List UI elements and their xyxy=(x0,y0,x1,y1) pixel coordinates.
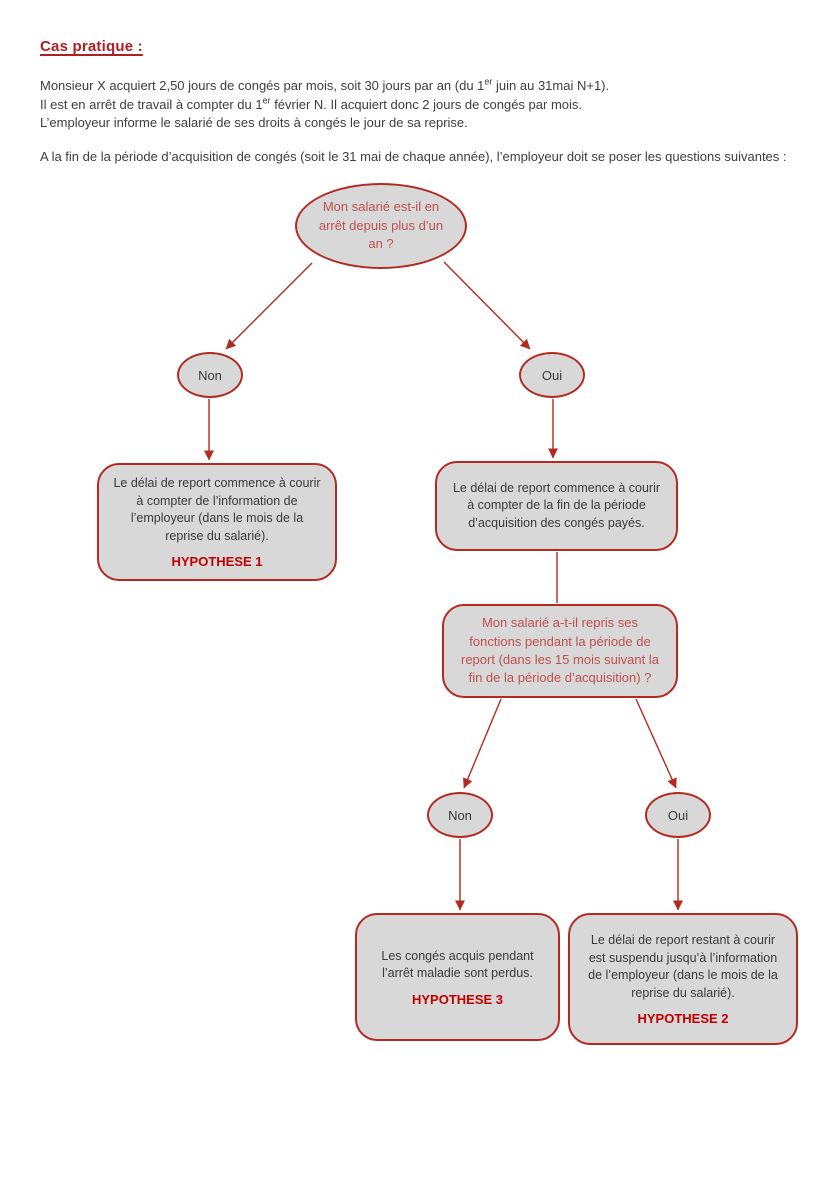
intro-line1-end: juin au 31mai N+1). xyxy=(492,78,610,93)
intro-line2: Il est en arrêt de travail à compter du 1 xyxy=(40,96,263,112)
connector-q2-to-non2 xyxy=(464,699,501,788)
hypothesis-1-text: Le délai de report commence à courir à compter de l’information de l’employeur (dans le mois de la reprise du salarié). xyxy=(113,476,321,543)
superscript-er-2: er xyxy=(262,95,271,106)
flowchart-question-1-ellipse xyxy=(295,183,467,269)
non-1-label: Non xyxy=(198,367,222,383)
intro-line3: L’employeur informe le salarié de ses droits à congés le jour de sa reprise. xyxy=(40,115,468,130)
flowchart-oui-1-ellipse xyxy=(519,352,585,398)
intro-line2-end: février N. Il acquiert donc 2 jours de congés par mois. xyxy=(270,96,583,112)
question-intro-paragraph: A la fin de la période d’acquisition de congés (soit le 31 mai de chaque année), l’employeur doit se poser les questions suivantes : xyxy=(40,149,787,164)
oui-1-label: Oui xyxy=(541,367,563,383)
flowchart-hypothesis-1-box xyxy=(97,463,337,581)
connector-q1-to-oui1 xyxy=(444,262,530,349)
flowchart-report-start-box xyxy=(435,461,678,551)
intro-paragraph xyxy=(40,77,810,133)
flowchart-non-2-ellipse xyxy=(427,792,493,838)
flowchart-hypothesis-3-box xyxy=(355,913,560,1041)
hypothesis-2-label: HYPOTHESE 2 xyxy=(637,1011,729,1026)
hypothesis-3-label: HYPOTHESE 3 xyxy=(411,991,504,1007)
flowchart-hypothesis-2-box xyxy=(568,913,798,1045)
hypothesis-2-text: Le délai de report restant à courir est suspendu jusqu’à l’information de l’employeur (dans le mois de la reprise du salarié). xyxy=(588,933,778,1000)
oui-2-label: Oui xyxy=(667,807,689,823)
connector-q2-to-oui2 xyxy=(636,699,676,788)
superscript-er: er xyxy=(484,76,493,87)
flowchart-question-2-box xyxy=(442,604,678,698)
question-2-text: Mon salarié a-t-il repris ses fonctions pendant la période de report (dans les 15 mois suivant la fin de la période d’acquisition) ? xyxy=(461,615,659,686)
question-1-text: Mon salarié est-il en arrêt depuis plus d’un an ? xyxy=(318,199,444,252)
page-title: Cas pratique : xyxy=(40,38,143,55)
hypothesis-1-label: HYPOTHESE 1 xyxy=(171,554,263,569)
flowchart-non-1-ellipse xyxy=(177,352,243,398)
flowchart-oui-2-ellipse xyxy=(645,792,711,838)
report-start-text: Le délai de report commence à courir à compter de la fin de la période d’acquisition des congés payés. xyxy=(452,480,661,530)
intro-line1: Monsieur X acquiert 2,50 jours de congés par mois, soit 30 jours par an (du 1 xyxy=(40,78,485,93)
connector-q1-to-non1 xyxy=(226,263,312,349)
hypothesis-3-text: Les congés acquis pendant l’arrêt maladie sont perdus. xyxy=(381,948,534,980)
non-2-label: Non xyxy=(448,807,472,823)
